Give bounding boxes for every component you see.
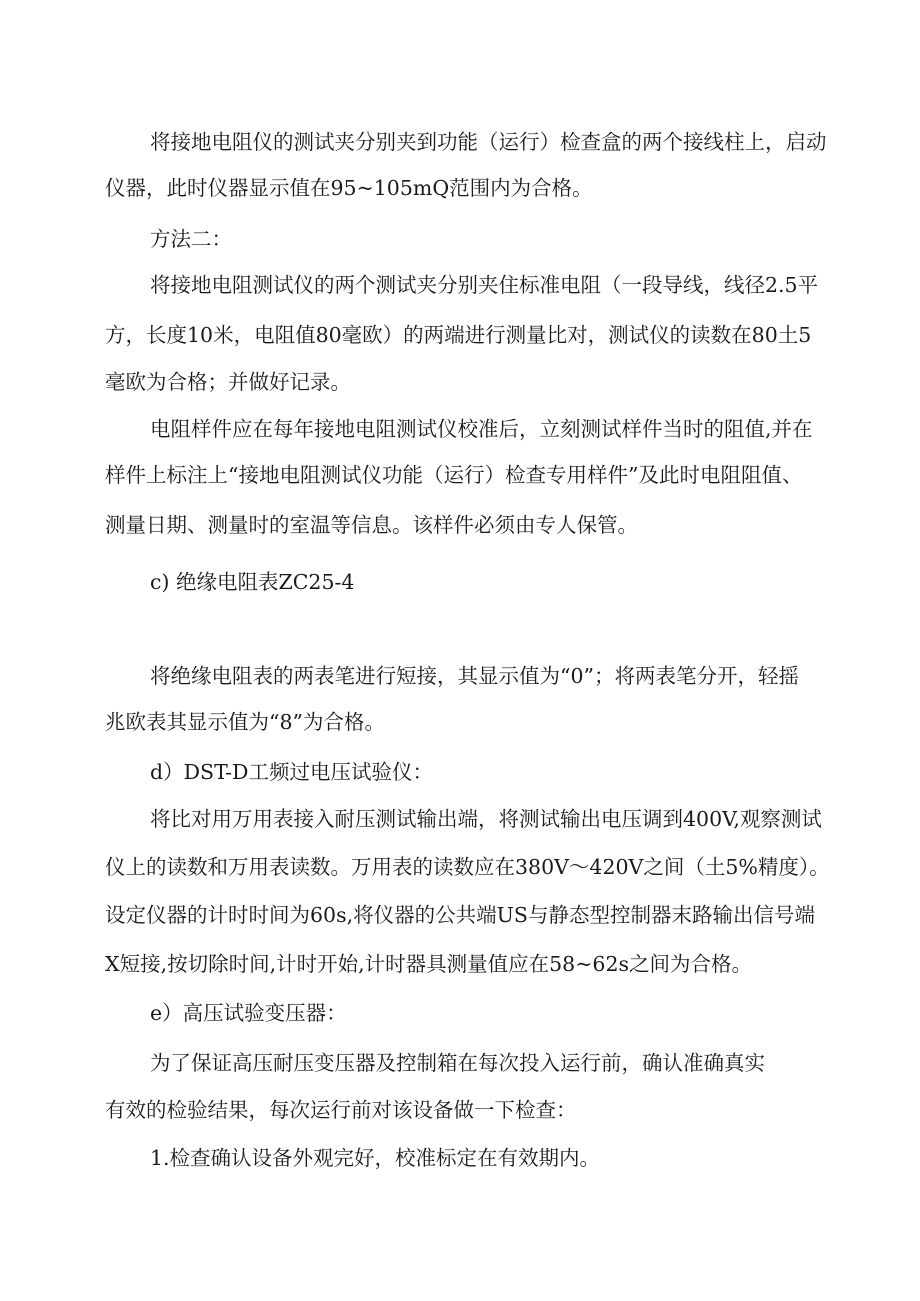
paragraph-4-line-2: 兆欧表其显示值为“8”为合格。	[105, 710, 386, 734]
paragraph-3-line-2: 样件上标注上“接地电阻测试仪功能（运行）检查专用样件”及此时电阻阻值、	[105, 463, 803, 487]
paragraph-5-line-4: X短接,按切除时间,计时开始,计时器具测量值应在58~62s之间为合格。	[105, 952, 753, 976]
paragraph-5-line-3: 设定仪器的计时时间为60s,将仪器的公共端US与静态型控制器末路输出信号端	[105, 903, 815, 927]
paragraph-6-line-2: 有效的检验结果，每次运行前对该设备做一下检查：	[105, 1098, 577, 1122]
paragraph-3-line-3: 测量日期、测量时的室温等信息。该样件必须由专人保管。	[105, 513, 638, 537]
section-c-heading: c) 绝缘电阻表ZC25-4	[150, 570, 355, 594]
paragraph-2-line-3: 毫欧为合格；并做好记录。	[105, 370, 351, 394]
paragraph-1-line-2: 仪器，此时仪器显示值在95~105mQ范围内为合格。	[105, 176, 593, 200]
paragraph-5-line-1: 将比对用万用表接入耐压测试输出端，将测试输出电压调到400V,观察测试	[150, 807, 822, 831]
paragraph-2-line-2: 方，长度10米，电阻值80毫欧）的两端进行测量比对，测试仪的读数在80土5	[105, 323, 812, 347]
paragraph-2-line-1: 将接地电阻测试仪的两个测试夹分别夹住标准电阻（一段导线，线径2.5平	[150, 273, 819, 297]
section-e-heading: e）高压试验变压器：	[150, 1001, 347, 1025]
paragraph-1-line-1: 将接地电阻仪的测试夹分别夹到功能（运行）检查盒的两个接线柱上，启动	[150, 130, 827, 154]
section-d-heading: d）DST-D工频过电压试验仪：	[150, 760, 433, 784]
paragraph-3-line-1: 电阻样件应在每年接地电阻测试仪校准后，立刻测试样件当时的阻值,并在	[150, 417, 813, 441]
method-2-heading: 方法二：	[150, 227, 232, 251]
paragraph-4-line-1: 将绝缘电阻表的两表笔进行短接，其显示值为“0”；将两表笔分开，轻摇	[150, 664, 800, 688]
list-item-1: 1.检查确认设备外观完好，校准标定在有效期内。	[150, 1146, 601, 1170]
paragraph-5-line-2: 仪上的读数和万用表读数。万用表的读数应在380V～420V之间（土5%精度）。	[105, 855, 830, 879]
paragraph-6-line-1: 为了保证高压耐压变压器及控制箱在每次投入运行前，确认准确真实	[150, 1051, 765, 1075]
